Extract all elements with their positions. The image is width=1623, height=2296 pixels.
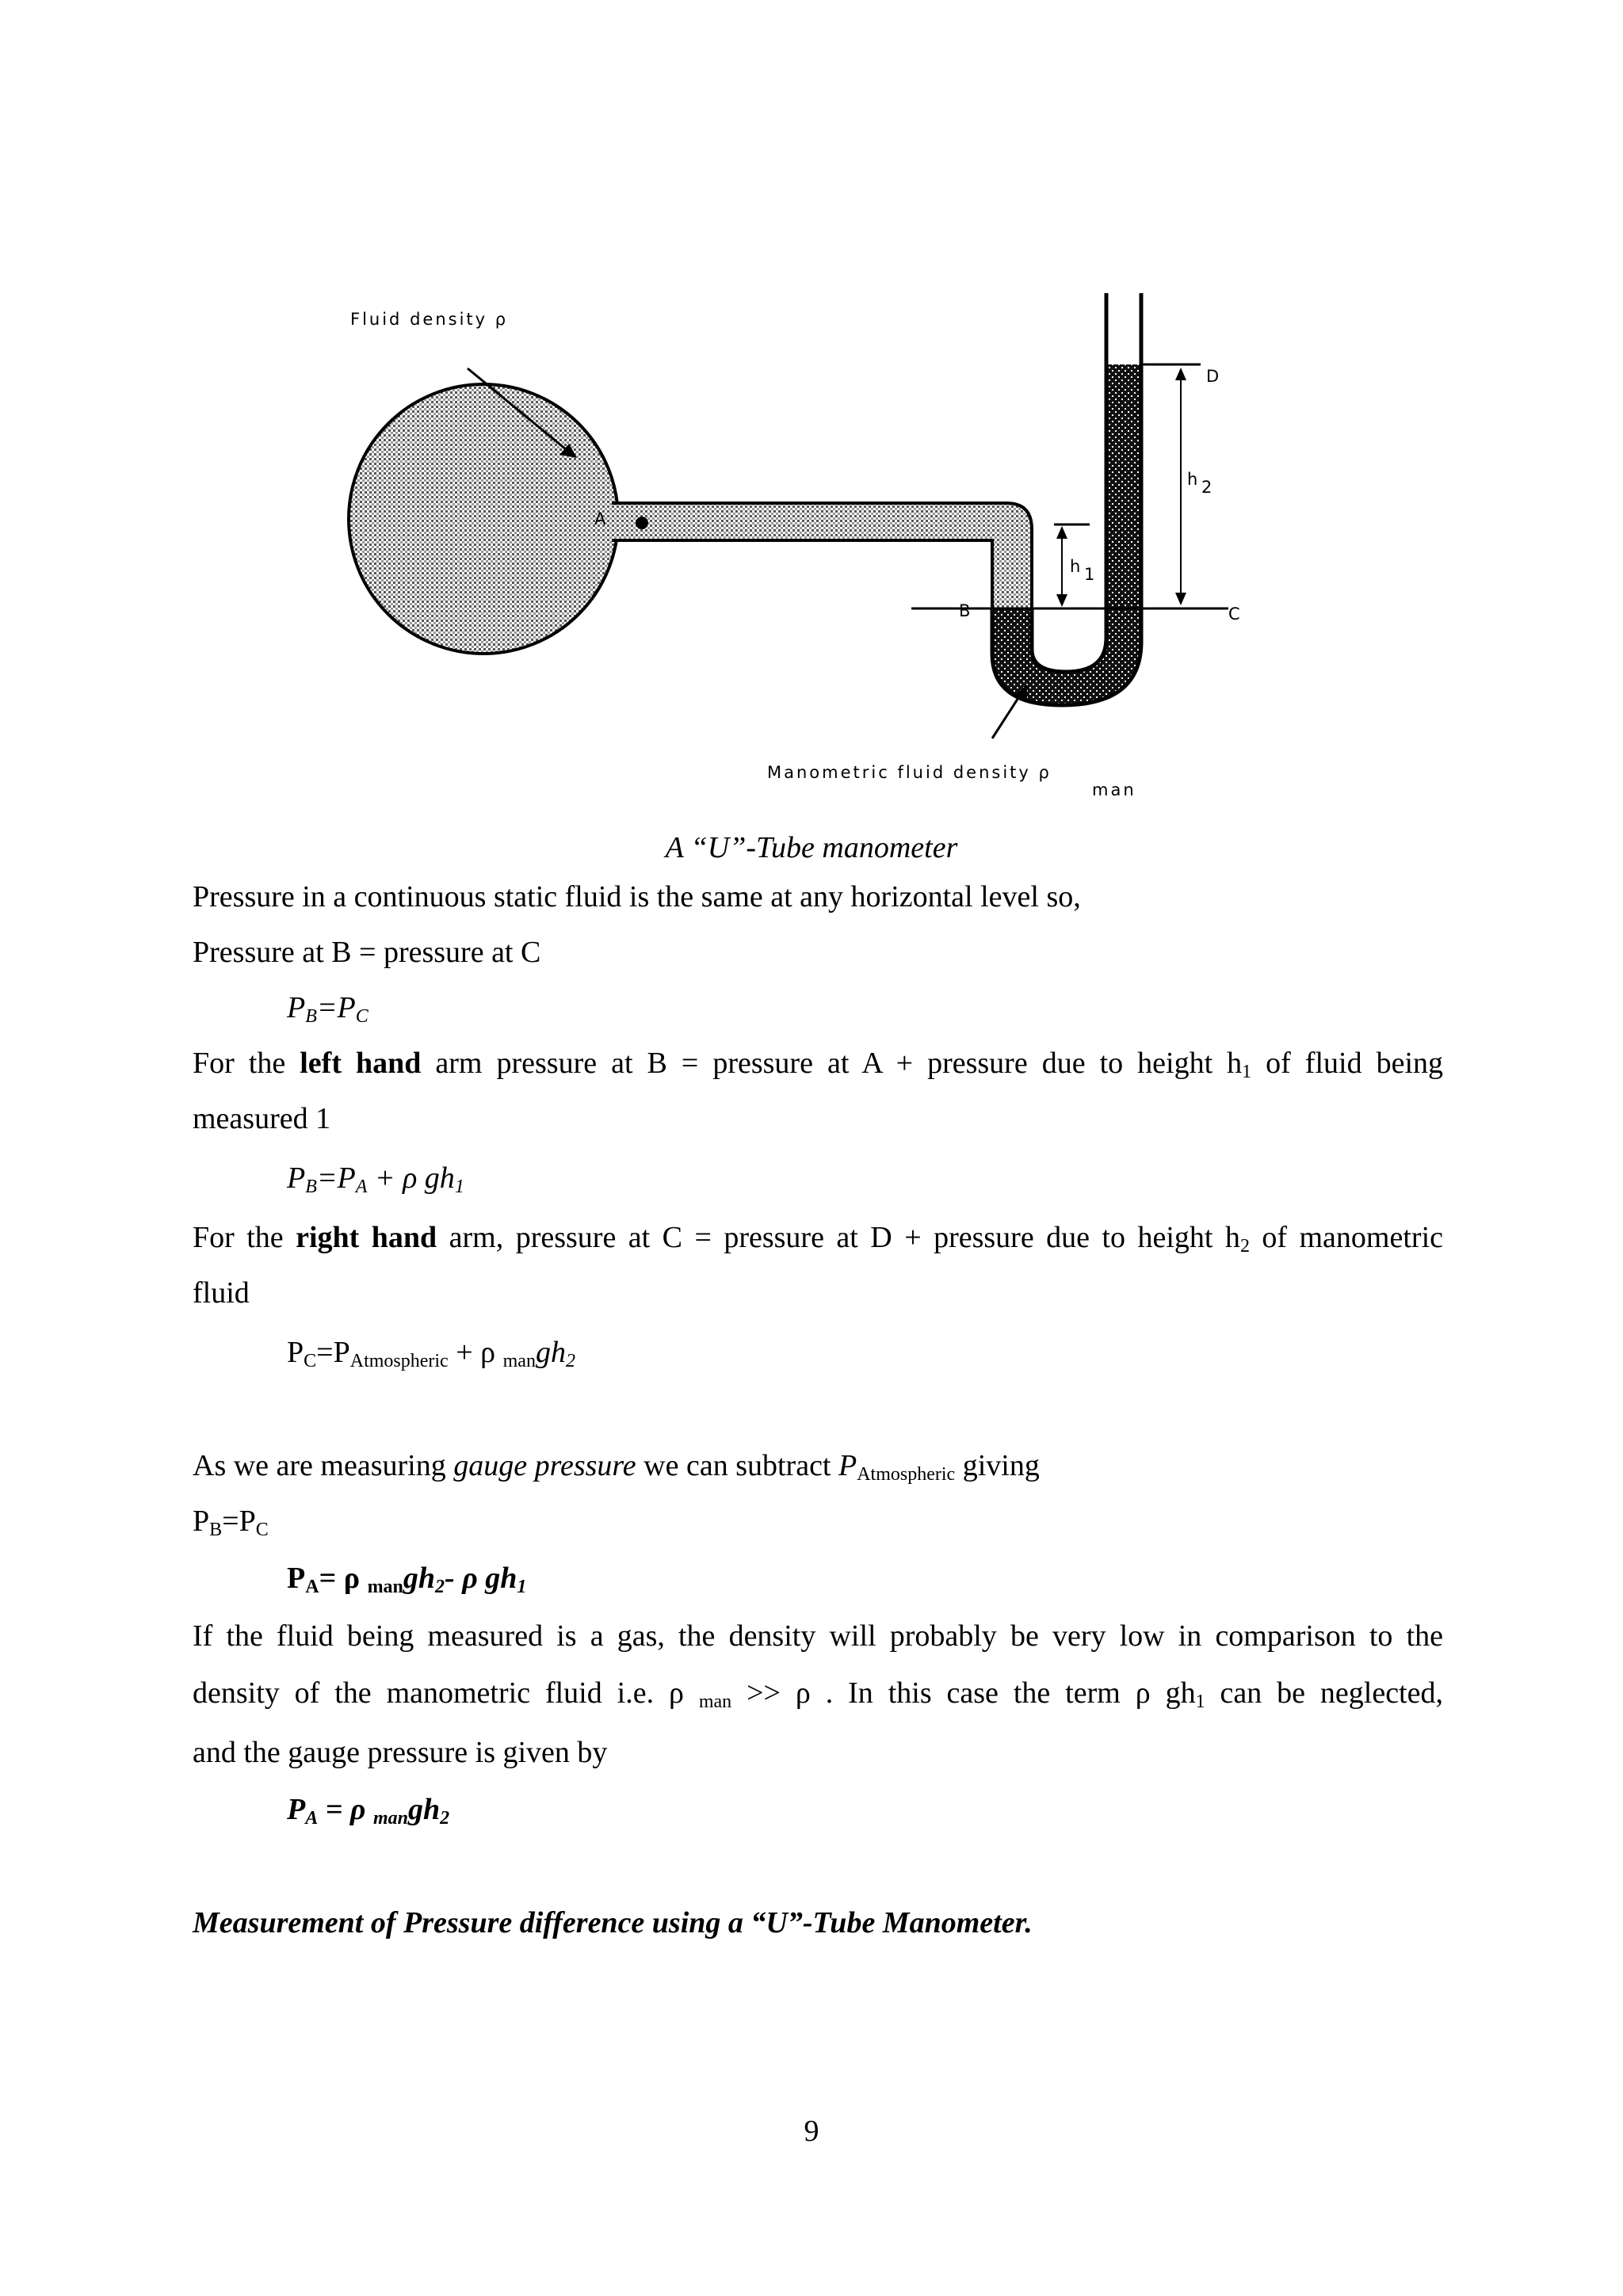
manometric-density-label: Manometric fluid density ρ [767,763,1052,782]
point-a-label: A [594,509,609,528]
text-line-right-hand: For the right hand arm, pressure at C = pressure at D + pressure due to height $h_2$ of manometric [193,1221,1443,1257]
point-d-label: D [1206,367,1222,386]
point-a-marker [636,517,648,529]
text-line-2: Pressure at B = pressure at C [193,936,541,969]
equation-pa-gauge: $P_A = \rho$ $_{man}gh_2$ [287,1793,450,1829]
manometer-diagram [341,277,1292,816]
u-tube [992,293,1141,705]
equation-pb-pc-2: $P_B=P_C$ [193,1505,269,1540]
text-line-gas: If the fluid being measured is a gas, the density will probably be very low in comparison to the [193,1619,1443,1653]
point-c-label: C [1228,605,1243,624]
text-line-left-hand: For the left hand arm pressure at B = pressure at A + pressure due to height $h_1$ of fluid being [193,1047,1444,1082]
u-tube-manometer-figure [341,277,1292,816]
h1-subscript: 1 [1084,565,1098,584]
text-line-density: density of the manometric fluid i.e. ρ $_{man}$ >> ρ . In this case the term ρ $gh_1$ can be neglected, [193,1676,1443,1712]
h2-dimension [1175,368,1186,605]
text-line-gauge: As we are measuring gauge pressure we can subtract $P_{Atmospheric}$ giving [193,1449,1040,1485]
equation-pb-pc: $P_B=P_C$ [287,991,369,1027]
equation-pc-patm: $P_C=P_{Atmospheric} + \rho$ $_{man}gh_2$ [287,1336,575,1371]
text-line-1: Pressure in a continuous static fluid is the same at any horizontal level so, [193,880,1081,913]
h2-subscript: 2 [1201,478,1215,497]
fluid-density-label: Fluid density ρ [350,310,509,329]
h1-label: h [1070,557,1083,576]
point-b-label: B [959,601,973,620]
figure-caption: A “U”-Tube manometer [665,831,958,864]
section-heading: Measurement of Pressure difference using a “U”-Tube Manometer. [193,1906,1033,1939]
h1-dimension [1056,526,1067,607]
equation-pa-full: $P_A= \rho$ $_{man}gh_2-$ ρ $gh_1$ [287,1562,527,1597]
manometric-density-subscript: man [1092,780,1136,799]
text-line-measured: measured 1 [193,1102,331,1135]
equation-pb-pa: $P_B=P_A + \rho$ $gh_1$ [287,1161,464,1197]
fluid-vessel [349,384,1032,654]
page-number: 9 [804,2115,819,2148]
text-line-fluid: fluid [193,1276,250,1310]
text-line-gauge-given: and the gauge pressure is given by [193,1736,608,1769]
h2-label: h [1187,470,1201,489]
